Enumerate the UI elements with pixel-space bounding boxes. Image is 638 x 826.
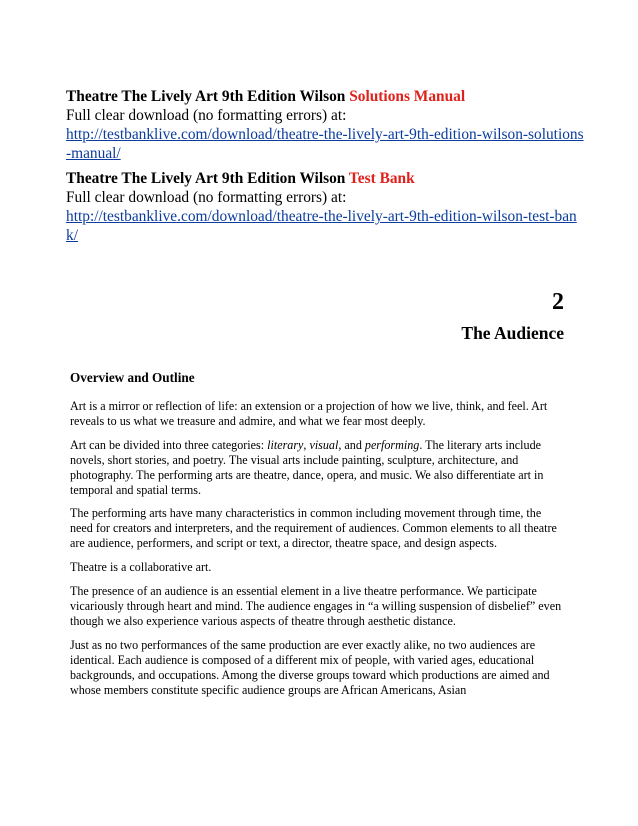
chapter-number: 2 xyxy=(552,289,564,315)
test-bank-block xyxy=(66,169,586,245)
category-separator-1: , xyxy=(303,437,310,452)
categories-details: . The literary arts include novels, short stories, and poetry. The visual arts include painting, sculpture, architecture, and photography. The performing arts are theatre, dance, opera, and music. We also differentiate art in temporal and spatial terms. xyxy=(70,437,544,497)
promo-header xyxy=(66,87,586,251)
solutions-title-prefix: Theatre The Lively Art 9th Edition Wilson xyxy=(66,88,350,105)
chapter-heading xyxy=(461,287,564,344)
paragraph-collaborative: Theatre is a collaborative art. xyxy=(70,560,212,575)
solutions-title-highlight: Solutions Manual xyxy=(349,88,466,105)
category-visual: visual, xyxy=(309,437,342,452)
solutions-manual-link[interactable]: http://testbanklive.com/download/theatre-the-lively-art-9th-edition-wilson-solutions-manual/ xyxy=(66,126,584,162)
paragraph-art-mirror: Art is a mirror or reflection of life: an extension or a projection of how we live, think, and feel. Art reveals to us what we treasure and admire, and what we fear most deeply. xyxy=(70,399,548,428)
categories-intro: Art can be divided into three categories: xyxy=(70,437,268,452)
solutions-manual-block xyxy=(66,87,586,163)
paragraph-art-categories xyxy=(70,438,565,498)
category-performing: performing xyxy=(364,437,420,452)
testbank-title-highlight: Test Bank xyxy=(348,170,415,187)
paragraph-audience-presence: The presence of an audience is an essential element in a live theatre performance. We participate vicariously through heart and mind. The audience engages in “a willing suspension of disbelief” even though we also experience various aspects of theatre through aesthetic distance. xyxy=(70,584,562,628)
paragraph-performing-arts: The performing arts have many characteristics in common including movement through time, the need for creators and interpreters, and the requirement of audiences. Common elements to all theatre are audience, performers, and script or text, a director, theatre space, and design aspects. xyxy=(70,506,557,551)
chapter-content xyxy=(70,369,565,706)
solutions-manual-title xyxy=(66,87,586,106)
solutions-download-note: Full clear download (no formatting errors) at: xyxy=(66,107,347,124)
testbank-title-prefix: Theatre The Lively Art 9th Edition Wilson xyxy=(66,170,349,187)
chapter-title: The Audience xyxy=(461,323,564,343)
category-literary: literary xyxy=(267,437,304,452)
test-bank-link[interactable]: http://testbanklive.com/download/theatre-the-lively-art-9th-edition-wilson-test-bank/ xyxy=(66,208,577,244)
testbank-download-note: Full clear download (no formatting errors) at: xyxy=(66,189,347,206)
paragraph-audience-diversity: Just as no two performances of the same production are ever exactly alike, no two audiences are identical. Each audience is composed of a different mix of people, with varied ages, educational backgrounds, and occupations. Among the diverse groups toward which productions are aimed and whose members constitute specific audience groups are African Americans, Asian xyxy=(70,637,550,697)
test-bank-title xyxy=(66,169,586,188)
section-heading: Overview and Outline xyxy=(70,370,195,385)
category-separator-2: and xyxy=(341,437,365,452)
